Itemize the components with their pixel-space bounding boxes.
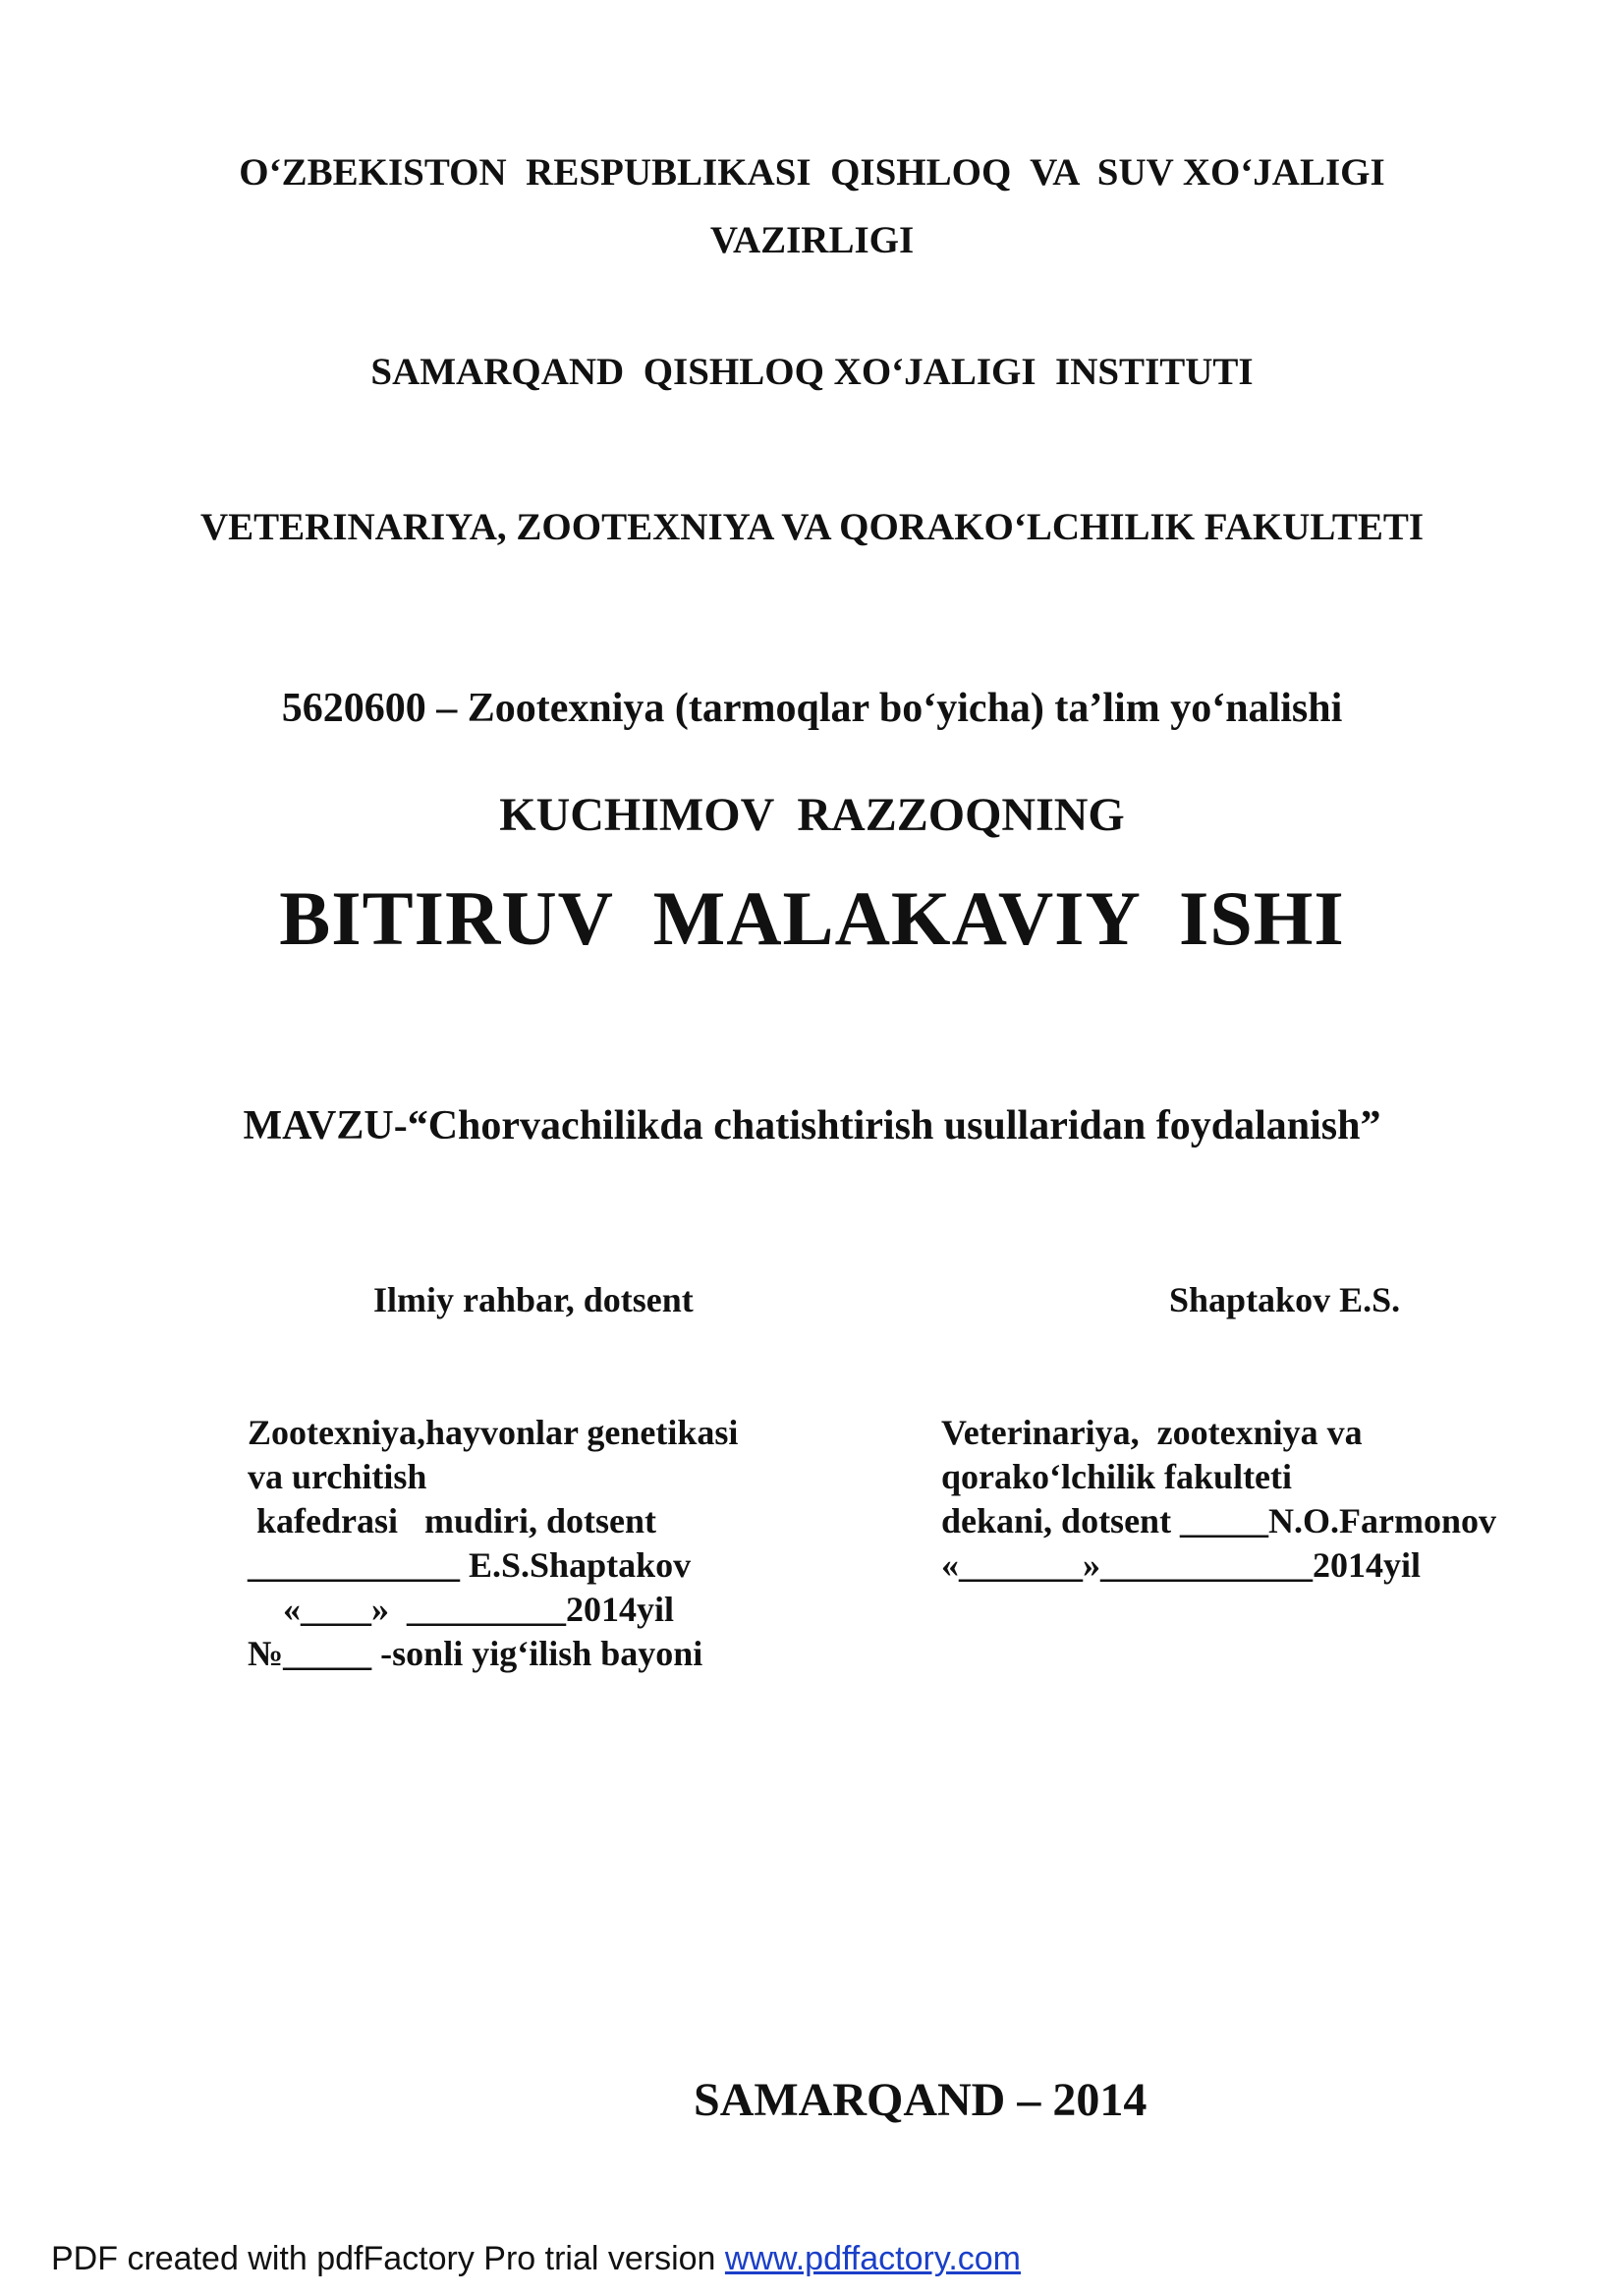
supervisor-name: Shaptakov E.S.	[1169, 1280, 1401, 1319]
ministry-line-2: VAZIRLIGI	[709, 219, 915, 261]
approval-right-line-4: «_______»____________2014yil	[941, 1545, 1422, 1585]
approval-left-line-1: Zootexniya,hayvonlar genetikasi	[248, 1413, 739, 1452]
footer-link[interactable]: www.pdffactory.com	[724, 2240, 1021, 2277]
student-name: KUCHIMOV RAZZOQNING	[499, 789, 1125, 841]
document-title: BITIRUV MALAKAVIY ISHI	[279, 875, 1345, 961]
department-head-approval	[248, 1411, 738, 1676]
approval-left-line-3: kafedrasi mudiri, dotsent	[248, 1501, 657, 1540]
approval-left-line-6: №_____ -sonli yig‘ilish bayoni	[248, 1634, 703, 1673]
specialty-line: 5620600 – Zootexniya (tarmoqlar bo‘yicha) ta’lim yo‘nalishi	[281, 686, 1343, 731]
supervisor-role: Ilmiy rahbar, dotsent	[373, 1280, 694, 1319]
approval-left-line-5: «____» _________2014yil	[248, 1590, 675, 1629]
approval-left-line-4: ____________ E.S.Shaptakov	[248, 1545, 692, 1585]
topic-line: MAVZU-“Chorvachilikda chatishtirish usullaridan foydalanish”	[243, 1103, 1381, 1148]
ministry-line-1: O‘ZBEKISTON RESPUBLIKASI QISHLOQ VA SUV XO‘JALIGI	[239, 151, 1385, 194]
pdf-footer	[51, 2240, 1021, 2278]
approval-left-line-2: va urchitish	[248, 1457, 427, 1496]
approval-right-line-2: qorako‘lchilik fakulteti	[941, 1457, 1293, 1496]
city-year: SAMARQAND – 2014	[694, 2074, 1148, 2126]
approval-right-line-3: dekani, dotsent _____N.O.Farmonov	[941, 1501, 1497, 1540]
institute-name: SAMARQAND QISHLOQ XO‘JALIGI INSTITUTI	[370, 351, 1254, 393]
faculty-name: VETERINARIYA, ZOOTEXNIYA VA QORAKO‘LCHILIK FAKULTETI	[199, 506, 1425, 548]
footer-text: PDF created with pdfFactory Pro trial version	[51, 2240, 725, 2277]
dean-approval	[941, 1411, 1496, 1588]
approval-right-line-1: Veterinariya, zootexniya va	[941, 1413, 1363, 1452]
